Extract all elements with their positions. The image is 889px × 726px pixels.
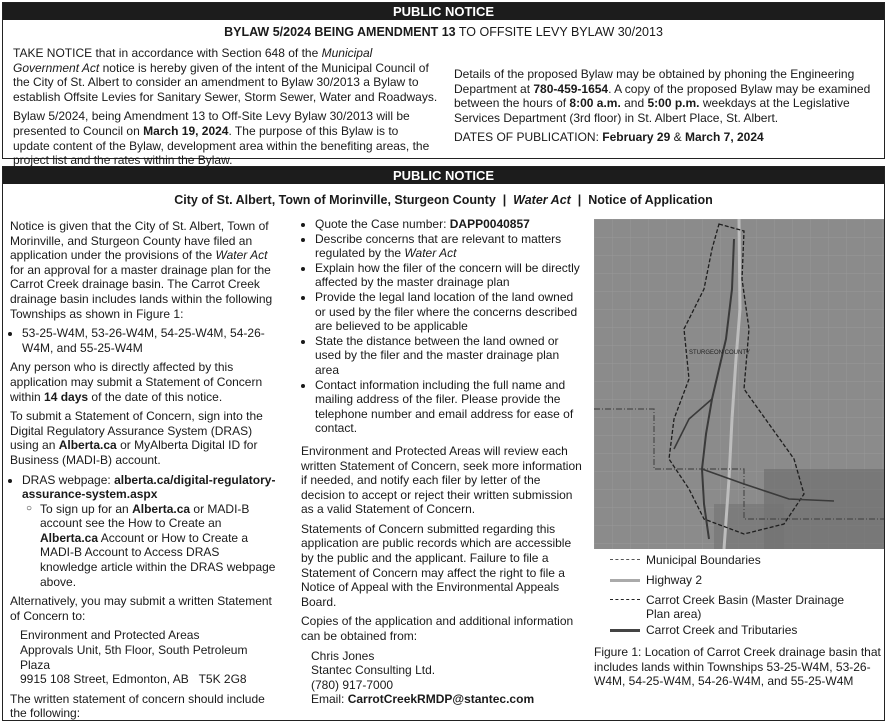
list-item: • State the distance between the land owned or used by the filer and the master drainage plan area [315,334,583,378]
bylaw-purpose-paragraph: Bylaw 5/2024, being Amendment 13 to Off-Site Levy Bylaw 30/2013 will be presented to Council on March 19, 2024. The purpose of this Bylaw is to update content of the Bylaw, development area within the benefiting areas, the project list and the rates within the Bylaw. [13,109,430,168]
publication-dates: DATES OF PUBLICATION: February 29 & March 7, 2024 [454,130,764,145]
dras-webpage-link[interactable]: alberta.ca/digital-regulatory-assurance-system.aspx [22,472,276,502]
list-item: • Quote the Case number: DAPP0040857 [315,217,583,232]
list-item: • Describe concerns that are relevant to matters regulated by the Water Act [315,232,583,261]
legend-swatch [610,629,640,632]
notice-title: BYLAW 5/2024 BEING AMENDMENT 13 TO OFFSITE LEVY BYLAW 30/2013 [224,25,663,39]
list-item: • 53-25-W4M, 53-26-W4M, 54-25-W4M, 54-26-W4M, and 55-25-W4M [22,326,278,355]
list-item: • Contact information including the full name and mailing address of the filer. Please provide the telephone number and email address for ease of contact. [315,378,583,436]
contact-email-link[interactable]: CarrotCreekRMDP@stantec.com [347,692,535,707]
notice-header: PUBLIC NOTICE [3,167,884,184]
list-item: • DRAS webpage: alberta.ca/digital-regulatory-assurance-system.aspx ○ To sign up for an Alberta.ca or MADI-B account see the How to Create an Alberta.ca Account or How to Create a MADI-B Account to Access DRAS knowledge article within the DRAS webpage above. [22,473,278,590]
copies-paragraph: Copies of the application and additional information can be obtained from: [301,614,574,644]
legend-swatch [610,559,640,560]
bylaw-column-left [13,46,438,173]
dras-sublist [22,502,278,590]
legend-swatch [610,579,640,582]
map-region-label: STURGEON COUNTY [689,350,751,356]
written-statement-intro: Alternatively, you may submit a written Statement of Concern to: [10,594,272,623]
column-2 [301,217,583,712]
notice-subtitle: City of St. Albert, Town of Morinville, Sturgeon County | Water Act | Notice of Application [174,193,713,207]
statement-deadline: Any person who is directly affected by this application may submit a Statement of Concern within 14 days of the date of this notice. [10,360,263,404]
map-graphic [594,219,884,549]
figure-caption: Figure 1: Location of Carrot Creek drainage basin that includes lands within Townships 53-25-W4M, 53-26-W4M, 54-25-W4M, 54-26-W4M, and 55-25-W4M [594,645,881,689]
carrot-creek-map [594,219,884,549]
list-item: ○ To sign up for an Alberta.ca or MADI-B account see the How to Create an Alberta.ca Account or How to Create a MADI-B Account to Access DRAS knowledge article within the DRAS webpage above. [40,502,278,590]
public-notice-bylaw [2,2,885,168]
bylaw-continuation-line [454,46,879,60]
bylaw-intro-paragraph: TAKE NOTICE that in accordance with Section 648 of the Municipal Government Act notice is hereby given of the intent of the Municipal Council of the City of St. Albert to consider an amendment to Bylaw 30/2013 a Bylaw to establish Offsite Levies for Sanitary Sewer, Storm Sewer, Water and Roadways. [13,46,438,104]
public-notice-water-act: PUBLIC NOTICE City of St. Albert, Town of Morinville, Sturgeon County | Water Act | Notice of Application Notice is given that the City of St. Albert, Town of Morinville, and Sturgeon County have filed an application under the provisions of the Water Act for an approval for a master drainage plan for the Carrot Creek drainage basin. The Carrot Creek drainage basin includes lands within the following Townships as shown in Figure 1: • 53-25-W4M, 53-26-W4M, 54-25-W4M, 54-26-W4M, and 55-25-W4M Any person who is directly affected by this application may submit a Statement of Concern within 14 days of the date of this notice. To submit a Statement of Concern, sign into the Digital Regulatory Assurance System (DRAS) using an Alberta.ca or MyAlberta Digital ID for Business (MADI-B) account. • DRAS webpage: alberta.ca/digital-regulatory-assurance-system.aspx ○ To sign up for an Alberta.ca or MADI-B account see the How to Create an Alberta.ca Account or How to Create a MADI-B Account to Access DRAS knowledge article within the DRAS webpage above. Alternatively, you may submit a written Statement of Concern to: Environment and Protected Areas Approvals Unit, 5th Floor, South Petroleum Plaza 9915 108 Street, Edmonton, AB T5K 2G8 The written statement of concern should include the following: • Quote the Case number: DAPP0040857 • Describe concerns that are relevant to matters regulated by the Water Act • Explain how the filer of the concern will be directly affected by the master drainage plan • Provide the legal land location of the land owned or used by the filer where the concerns described are believed to be applicable • State the distance between the land owned or used by the filer and the master drainage plan area • Contact information including the full name and mailing address of the filer. Please provide the telephone number and email address for ease of contact. Environment and Protected Areas will review each written Statement of Concern, seek more information if needed, and notify each filer by letter of the decision to accept or reject their written submission as a valid Statement of Concern. Statements of Concern submitted regarding this application are public records which are accessible by the public and the applicant. Failure to file a Statement of Concern may affect the right to file a Notice of Appeal with the Environmental Appeals Board. Copies of the application and additional information can be obtained from: Chris Jones Stantec Consulting Ltd. (780) 917-7000 Email: CarrotCreekRMDP@stantec.com STURGEON COUNTY Municipal Boundaries Highway 2 Carrot Creek Basin (Master Drainage Plan area) Carrot Creek and Tributaries Figure 1: Location of Carrot Creek drainage basin that includes lands within Townships 53-25-W4M, 53-26-W4M, 54-25-W4M, 54-26-W4M, and 55-25-W4M [2,166,885,721]
mailing-address: Environment and Protected Areas Approvals Unit, 5th Floor, South Petroleum Plaza 9915 108 Street, Edmonton, AB T5K 2G8 [20,628,248,687]
townships-list [10,326,278,355]
application-intro: Notice is given that the City of St. Albert, Town of Morinville, and Sturgeon County have filed an application under the provisions of the Water Act for an approval for a master drainage plan for the Carrot Creek drainage basin. The Carrot Creek drainage basin includes lands within the following Townships as shown in Figure 1: [10,219,273,321]
written-statement-requirements: The written statement of concern should include the following: [10,691,265,721]
public-records-paragraph: Statements of Concern submitted regarding this application are public records which are accessible by the public and the applicant. Failure to file a Statement of Concern may affect the right to file a Notice of Appeal with the Environmental Appeals Board. [301,521,572,609]
dras-list [10,473,278,590]
dras-instructions: To submit a Statement of Concern, sign into the Digital Regulatory Assurance System (DRAS) using an Alberta.ca or MyAlberta Digital ID for Business (MADI-B) account. [10,409,263,467]
contact-block: Chris Jones Stantec Consulting Ltd. (780) 917-7000 Email: CarrotCreekRMDP@stantec.com [311,648,535,707]
notice-header: PUBLIC NOTICE [3,3,884,20]
bylaw-column-right [454,67,879,150]
concern-requirements-list [301,217,583,436]
review-paragraph: Environment and Protected Areas will review each written Statement of Concern, seek more information if needed, and notify each filer by letter of the decision to accept or reject their written submission as a valid Statement of Concern. [301,443,582,517]
list-item: • Explain how the filer of the concern will be directly affected by the master drainage plan [315,261,583,290]
bylaw-details-paragraph: Details of the proposed Bylaw may be obtained by phoning the Engineering Department at 780-459-1654. A copy of the proposed Bylaw may be examined between the hours of 8:00 a.m. and 5:00 p.m. weekdays at the Legislative Services Department (3rd floor) in St. Albert Place, St. Albert. [454,67,871,125]
column-1 [10,219,278,726]
list-item: • Provide the legal land location of the land owned or used by the filer where the concerns described are believed to be applicable [315,290,583,334]
legend-swatch [610,599,640,600]
